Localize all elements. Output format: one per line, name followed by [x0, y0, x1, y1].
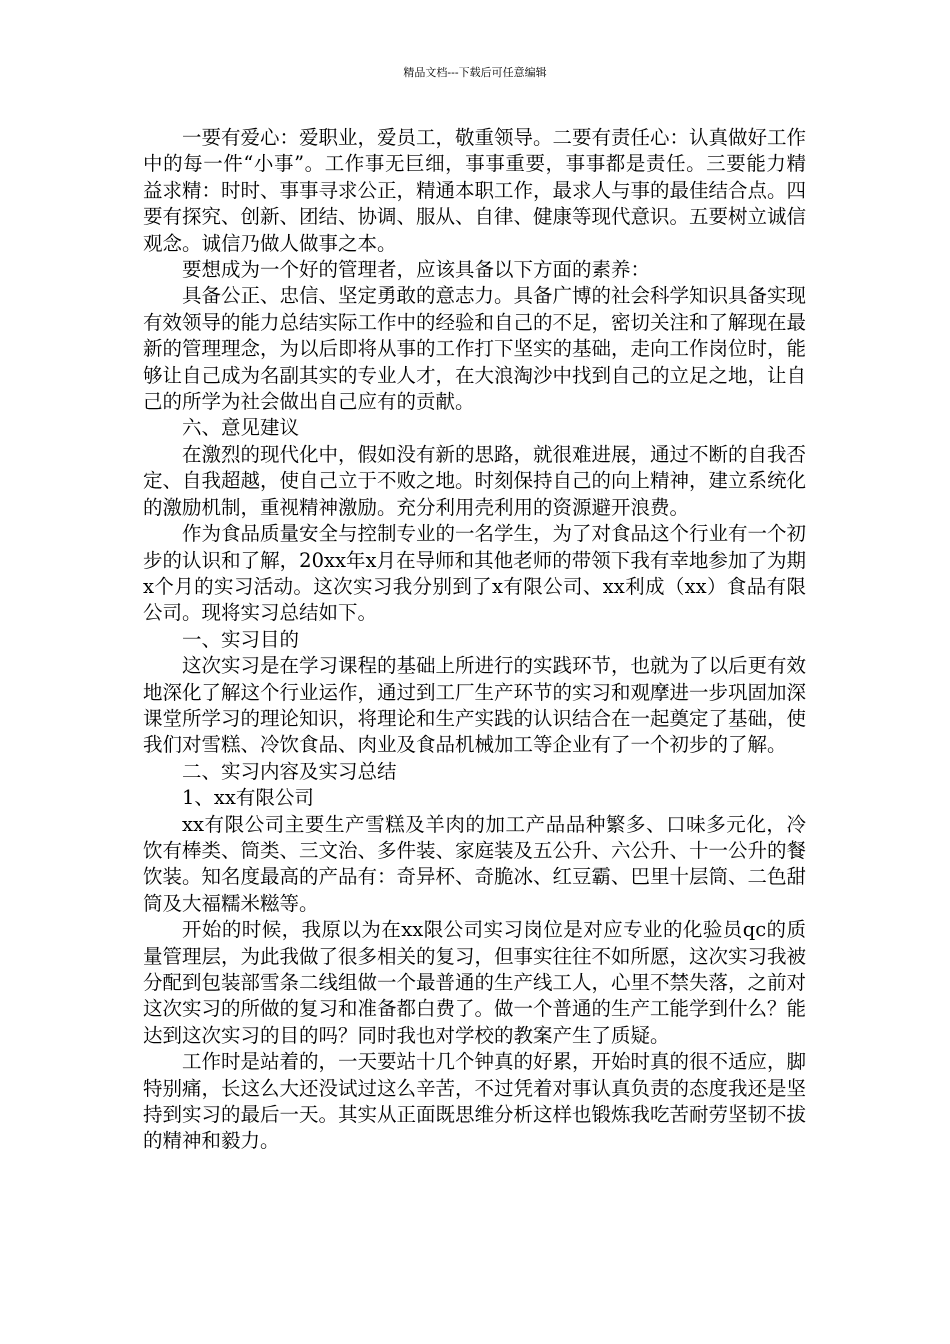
paragraph: xx有限公司主要生产雪糕及羊肉的加工产品品种繁多、口味多元化，冷饮有棒类、筒类、三文治、多件装、家庭装及五公升、六公升、十一公升的餐饮装。知名度最高的产品有：奇异杯、奇脆冰、红豆霸、巴里十层筒、二色甜筒及大福糯米糍等。 [143, 812, 807, 915]
section-heading: 一、实习目的 [182, 627, 300, 651]
section-heading: 六、意见建议 [182, 416, 300, 440]
paragraph: 要想成为一个好的管理者，应该具备以下方面的素养： [182, 258, 651, 282]
page-header: 精品文档---下载后可任意编辑 [403, 66, 547, 79]
paragraph: 这次实习是在学习课程的基础上所进行的实践环节，也就为了以后更有效地深化了解这个行业运作，通过到工厂生产环节的实习和观摩进一步巩固加深课堂所学习的理论知识，将理论和生产实践的认识结合在一起奠定了基础，使我们对雪糕、冷饮食品、肉业及食品机械加工等企业有了一个初步的了解。 [143, 654, 807, 757]
paragraph: 一要有爱心：爱职业，爱员工，敬重领导。二要有责任心：认真做好工作中的每一件“小事”。工作事无巨细，事事重要，事事都是责任。三要能力精益求精：时时、事事寻求公正，精通本职工作，最求人与事的最佳结合点。四要有探究、创新、团结、协调、服从、自律、健康等现代意识。五要树立诚信观念。诚信乃做人做事之本。 [143, 126, 807, 255]
paragraph: 具备公正、忠信、坚定勇敢的意志力。具备广博的社会科学知识具备实现有效领导的能力总结实际工作中的经验和自己的不足，密切关注和了解现在最新的管理理念，为以后即将从事的工作打下坚实的基础，走向工作岗位时，能够让自己成为名副其实的专业人才，在大浪淘沙中找到自己的立足之地，让自己的所学为社会做出自己应有的贡献。 [143, 284, 807, 414]
section-heading: 二、实习内容及实习总结 [182, 759, 397, 783]
paragraph: 在激烈的现代化中，假如没有新的思路，就很难进展，通过不断的自我否定、自我超越，使自己立于不败之地。时刻保持自己的向上精神，建立系统化的激励机制，重视精神激励。充分利用壳利用的资源避开浪费。 [143, 442, 807, 519]
subsection-heading: 1、xx有限公司 [182, 786, 314, 810]
paragraph: 工作时是站着的，一天要站十几个钟真的好累，开始时真的很不适应，脚特别痛，长这么大还没试过这么辛苦，不过凭着对事认真负责的态度我还是坚持到实习的最后一天。其实从正面既思维分析这样也锻炼我吃苦耐劳坚韧不拔的精神和毅力。 [143, 1050, 807, 1153]
paragraph: 作为食品质量安全与控制专业的一名学生，为了对食品这个行业有一个初步的认识和了解，20xx年x月在导师和其他老师的带领下我有幸地参加了为期x个月的实习活动。这次实习我分别到了x有限公司、xx利成（xx）食品有限公司。现将实习总结如下。 [143, 522, 807, 625]
paragraph: 开始的时候，我原以为在xx限公司实习岗位是对应专业的化验员qc的质量管理层，为此我做了很多相关的复习，但事实往往不如所愿，这次实习我被分配到包装部雪条二线组做一个最普通的生产线工人，心里不禁失落，之前对这次实习的所做的复习和准备都白费了。做一个普通的生产工能学到什么？能达到这次实习的目的吗？同时我也对学校的教案产生了质疑。 [143, 918, 807, 1047]
document-body [143, 125, 806, 1155]
